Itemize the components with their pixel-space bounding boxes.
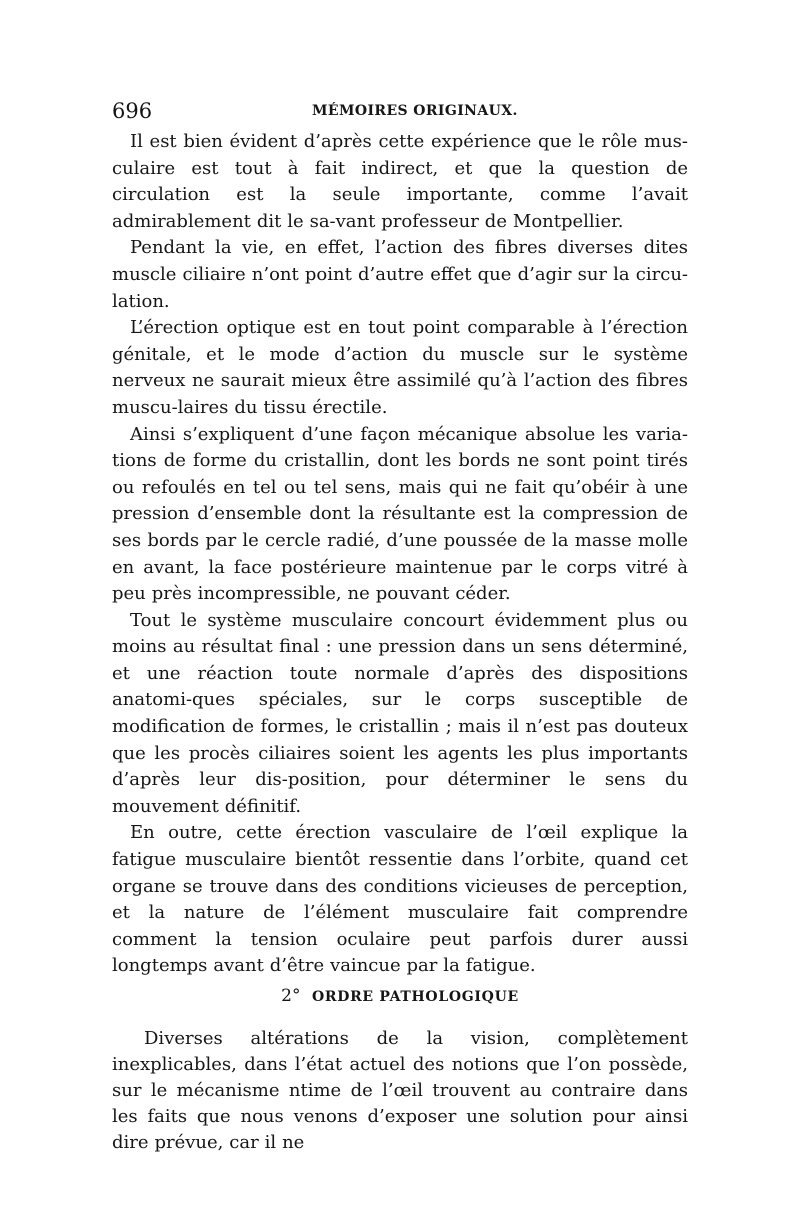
running-title: MÉMOIRES ORIGINAUX. — [312, 103, 518, 119]
paragraph-circulation: Il est bien évident d’après cette expérience que le rôle mus-culaire est tout à fait indirect, et que la question de circulation est la seule importante, comme l’avait admirablement dit le sa-vant professeur de Montpellier. — [112, 131, 688, 232]
section-heading — [112, 987, 688, 1007]
paragraph-muscular-system: Tout le système musculaire concourt évidemment plus ou moins au résultat final : une pression dans un sens déterminé, et une réaction toute normale d’après des dispositions anatomi-ques spéciales, sur le corps susceptible de modification de formes, le cristallin ; mais il n’est pas douteux que les procès ciliaires soient les agents les plus importants d’après leur dis-position, pour déterminer le sens du mouvement définitif. — [112, 609, 688, 817]
main-text — [112, 129, 688, 1156]
section-title: ORDRE PATHOLOGIQUE — [312, 989, 519, 1005]
paragraph-optical-erection: L’érection optique est en tout point comparable à l’érection génitale, et le mode d’action du muscle sur le système nerveux ne saurait mieux être assimilé qu’à l’action des fibres muscu-laires du tissu érectile. — [112, 317, 688, 418]
page-header — [112, 96, 602, 126]
paragraph-vision-alterations: Diverses altérations de la vision, complètement inexplicables, dans l’état actuel des notions que l’on possède, sur le mécanisme ntime de l’œil trouvent au contraire dans les faits que nous venons d’exposer une solution pour ainsi dire prévue, car il ne — [112, 1028, 688, 1153]
paragraph-crystalline-variations: Ainsi s’expliquent d’une façon mécanique absolue les varia-tions de forme du cristallin, dont les bords ne sont point tirés ou refoulés en tel ou tel sens, mais qui ne fait qu’obéir à une pression d’ensemble dont la résultante est la compression de ses bords par le cercle radié, d’une poussée de la masse molle en avant, la face postérieure maintenue par le corps vitré à peu près incompressible, ne pouvant céder. — [112, 423, 688, 605]
page-number: 696 — [112, 99, 153, 123]
section-number: 2° — [281, 986, 301, 1006]
paragraph-ciliary-muscle: Pendant la vie, en effet, l’action des fibres diverses dites muscle ciliaire n’ont point d’autre effet que d’agir sur la circu-lation. — [112, 237, 688, 312]
paragraph-vascular-erection: En outre, cette érection vasculaire de l’œil explique la fatigue musculaire bientôt ressentie dans l’orbite, quand cet organe se trouve dans des conditions vicieuses de perception, et la nature de l’élément musculaire fait comprendre comment la tension oculaire peut parfois durer aussi longtemps avant d’être vaincue par la fatigue. — [112, 822, 688, 977]
